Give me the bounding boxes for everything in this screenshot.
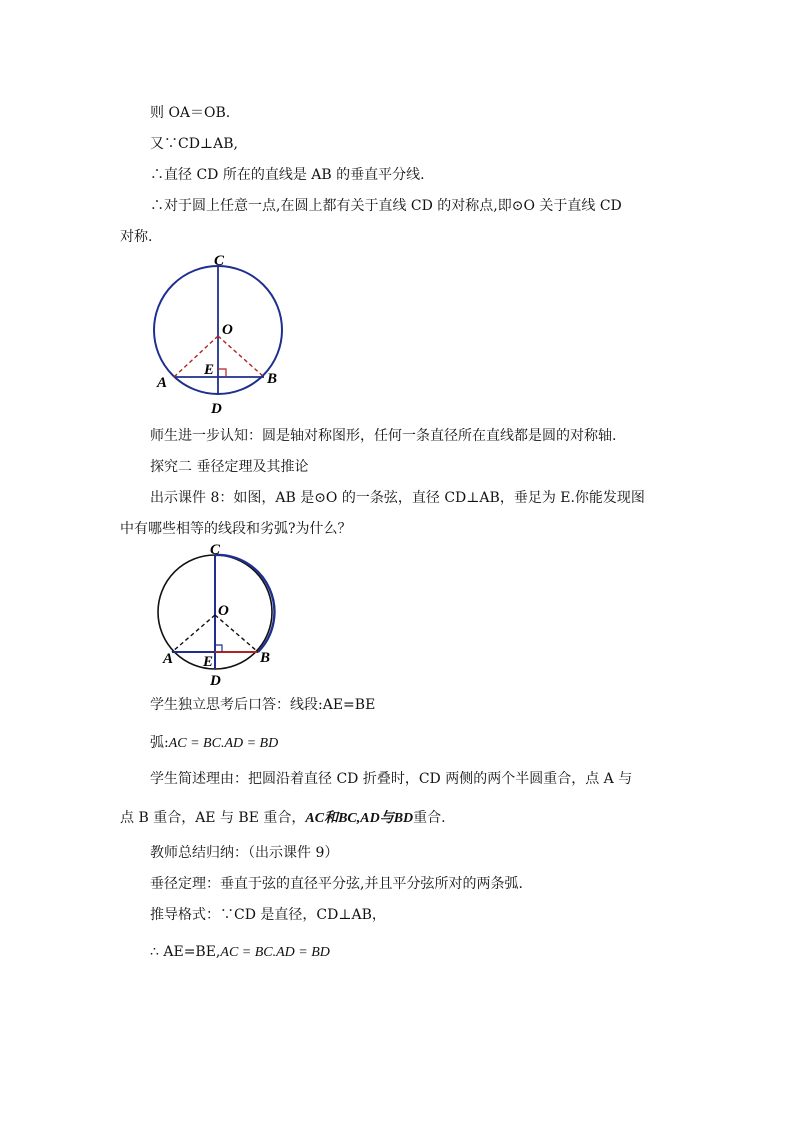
figure-2-label-e: E: [203, 654, 214, 670]
fold-arc-formula: AC和BC,AD与BD: [305, 811, 414, 826]
figure-2-label-d: D: [210, 673, 221, 689]
fold-reason-prefix: 点 B 重合，AE 与 BE 重合，: [120, 810, 306, 826]
figure-1-label-e: E: [204, 362, 215, 378]
text-line-15: 垂径定理：垂直于弦的直径平分弦,并且平分弦所对的两条弧.: [150, 876, 523, 892]
text-line-1: 则 OA＝OB.: [150, 105, 231, 121]
figure-2-label-c: C: [210, 542, 221, 558]
figure-1-label-o: O: [222, 322, 233, 338]
text-line-14: 教师总结归纳：（出示课件 9）: [150, 845, 339, 861]
figure-2-label-b: B: [260, 650, 271, 666]
arc-prefix: 弧:: [150, 735, 169, 751]
text-line-6: 师生进一步认知：圆是轴对称图形，任何一条直径所在直线都是圆的对称轴.: [150, 428, 617, 444]
arc-equality-formula: AC = BC.AD = BD: [168, 736, 279, 751]
figure-1-circle-diagram: [140, 250, 300, 420]
text-line-12: 学生简述理由：把圆沿着直径 CD 折叠时，CD 两侧的两个半圆重合，点 A 与: [150, 771, 633, 787]
text-line-9: 中有哪些相等的线段和劣弧?为什么？: [120, 521, 352, 537]
figure-2-right-angle-mark: [215, 645, 222, 652]
conclusion-arc-formula: AC = BC.AD = BD: [220, 945, 330, 960]
text-line-16: 推导格式：∵CD 是直径，CD⊥AB，: [150, 907, 386, 923]
figure-1-label-c: C: [214, 253, 225, 269]
text-line-17: [150, 942, 330, 963]
figure-1-right-angle-mark: [218, 369, 226, 377]
text-line-4: ∴对于圆上任意一点,在圆上都有关于直线 CD 的对称点,即⊙O 关于直线 CD: [150, 198, 622, 214]
figure-2-label-a: A: [163, 651, 174, 667]
figure-2-radius-oa: [172, 615, 215, 652]
figure-1-label-a: A: [157, 375, 168, 391]
fold-reason-suffix: 重合.: [413, 810, 446, 826]
text-line-13: [120, 808, 446, 829]
conclusion-prefix: ∴ AE=BE,: [150, 944, 221, 960]
figure-1-radius-ob: [218, 336, 264, 377]
text-line-7: 探究二 垂径定理及其推论: [150, 459, 309, 475]
figure-2-label-o: O: [218, 603, 229, 619]
figure-2-circle-diagram: [150, 540, 290, 690]
text-line-8: 出示课件 8：如图，AB 是⊙O 的一条弦，直径 CD⊥AB，垂足为 E.你能发现图: [150, 490, 645, 506]
figure-1-label-d: D: [211, 401, 222, 417]
text-line-3: ∴直径 CD 所在的直线是 AB 的垂直平分线.: [150, 167, 425, 183]
text-line-5: 对称.: [120, 229, 153, 245]
text-line-10: 学生独立思考后口答：线段:AE=BE: [150, 697, 376, 713]
figure-1-label-b: B: [267, 371, 278, 387]
text-line-11: [150, 733, 278, 754]
text-line-2: 又∵CD⊥AB,: [150, 136, 238, 152]
